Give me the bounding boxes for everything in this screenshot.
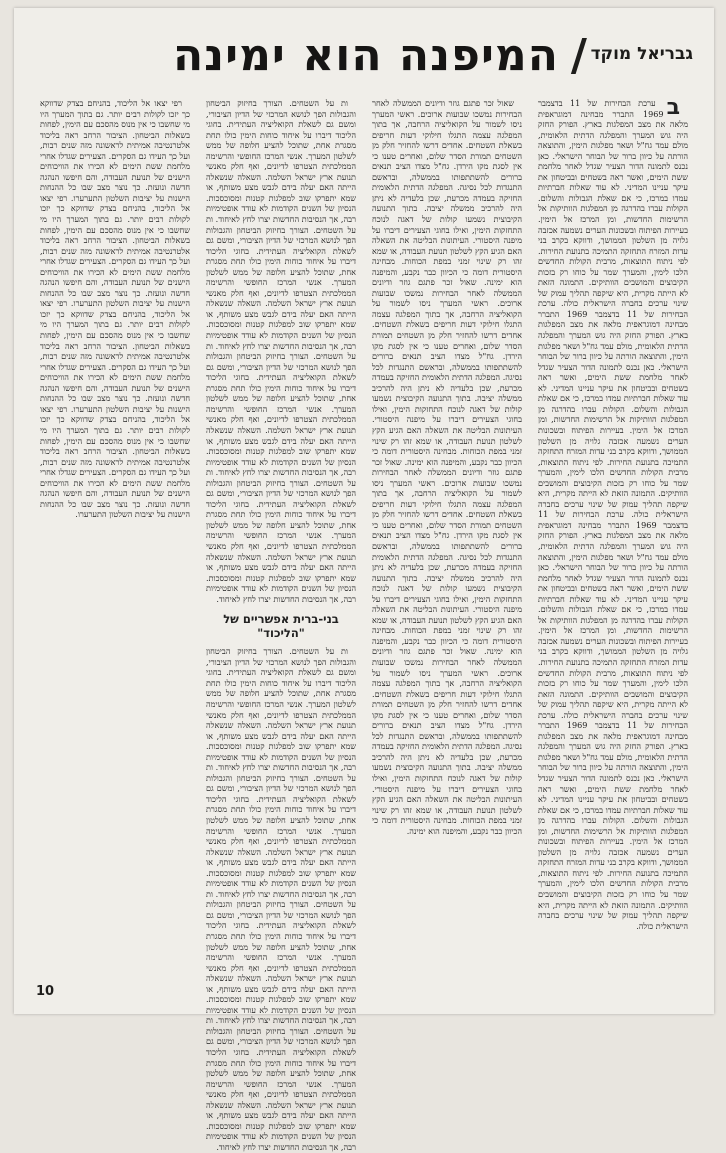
column-2 [372,98,522,976]
column-1-body: ערכת הבחירות של 11 בדצמבר 1969 התברר מבחינה דמוגראפית מלאה את מצב המפלגות בארץ. הפורק החזק היה גוש המערך והמפלגה הדתית הלאומית, מולם עמד גח"ל ושאר מפלגות הימין, והתוצאה הורתה על כיוון ברור של הבוחר הישראלי. כאן נכנס לתמונה הדור הצעיר שגדל לאחר מלחמת ששת הימים, ואשר ראה בשטחים ובביטחון את עיקר עניינו המדיני. לא עוד שאלות חברתיות עמדו במרכז, כי אם שאלת הגבולות והשלום. הקולות עברו בהדרגה מן המפלגות הוותיקות אל הרשימות החדשות, ומן המרכז אל הימין. בעיירות הפיתוח ובשכונות הערים נשמעה אכזבה גלויה מן השלטון הממושך, ודווקא בקרב בני עדות המזרח התחזקה התמיכה בתנועת החירות. לפי ניתוח התוצאות, מרבית הקולות החדשים הלכו לימין, והמערך שמר על כוחו רק בזכות הקיבוצים והמושבים הוותיקים. התמונה הזאת לא הייתה מקרית, היא שיקפה תהליך עמוק של שינוי ערכים בחברה הישראלית כולה. ערכת הבחירות של 11 בדצמבר 1969 התברר מבחינה דמוגראפית מלאה את מצב המפלגות בארץ. הפורק החזק היה גוש המערך והמפלגה הדתית הלאומית, מולם עמד גח"ל ושאר מפלגות הימין, והתוצאה הורתה על כיוון ברור של הבוחר הישראלי. כאן נכנס לתמונה הדור הצעיר שגדל לאחר מלחמת ששת הימים, ואשר ראה בשטחים ובביטחון את עיקר עניינו המדיני. לא עוד שאלות חברתיות עמדו במרכז, כי אם שאלת הגבולות והשלום. הקולות עברו בהדרגה מן המפלגות הוותיקות אל הרשימות החדשות, ומן המרכז אל הימין. בעיירות הפיתוח ובשכונות הערים נשמעה אכזבה גלויה מן השלטון הממושך, ודווקא בקרב בני עדות המזרח התחזקה התמיכה בתנועת החירות. לפי ניתוח התוצאות, מרבית הקולות החדשים הלכו לימין, והמערך שמר על כוחו רק בזכות הקיבוצים והמושבים הוותיקים. התמונה הזאת לא הייתה מקרית, היא שיקפה תהליך עמוק של שינוי ערכים בחברה הישראלית כולה. ערכת הבחירות של 11 בדצמבר 1969 התברר מבחינה דמוגראפית מלאה את מצב המפלגות בארץ. הפורק החזק היה גוש המערך והמפלגה הדתית הלאומית, מולם עמד גח"ל ושאר מפלגות הימין, והתוצאה הורתה על כיוון ברור של הבוחר הישראלי. כאן נכנס לתמונה הדור הצעיר שגדל לאחר מלחמת ששת הימים, ואשר ראה בשטחים ובביטחון את עיקר עניינו המדיני. לא עוד שאלות חברתיות עמדו במרכז, כי אם שאלת הגבולות והשלום. הקולות עברו בהדרגה מן המפלגות הוותיקות אל הרשימות החדשות, ומן המרכז אל הימין. בעיירות הפיתוח ובשכונות הערים נשמעה אכזבה גלויה מן השלטון הממושך, ודווקא בקרב בני עדות המזרח התחזקה התמיכה בתנועת החירות. לפי ניתוח התוצאות, מרבית הקולות החדשים הלכו לימין, והמערך שמר על כוחו רק בזכות הקיבוצים והמושבים הוותיקים. התמונה הזאת לא הייתה מקרית, היא שיקפה תהליך עמוק של שינוי ערכים בחברה הישראלית כולה. ערכת הבחירות של 11 בדצמבר 1969 התברר מבחינה דמוגראפית מלאה את מצב המפלגות בארץ. הפורק החזק היה גוש המערך והמפלגה הדתית הלאומית, מולם עמד גח"ל ושאר מפלגות הימין, והתוצאה הורתה על כיוון ברור של הבוחר הישראלי. כאן נכנס לתמונה הדור הצעיר שגדל לאחר מלחמת ששת הימים, ואשר ראה בשטחים ובביטחון את עיקר עניינו המדיני. לא עוד שאלות חברתיות עמדו במרכז, כי אם שאלת הגבולות והשלום. הקולות עברו בהדרגה מן המפלגות הוותיקות אל הרשימות החדשות, ומן המרכז אל הימין. בעיירות הפיתוח ובשכונות הערים נשמעה אכזבה גלויה מן השלטון הממושך, ודווקא בקרב בני עדות המזרח התחזקה התמיכה בתנועת החירות. לפי ניתוח התוצאות, מרבית הקולות החדשים הלכו לימין, והמערך שמר על כוחו רק בזכות הקיבוצים והמושבים הוותיקים. התמונה הזאת לא הייתה מקרית, היא שיקפה תהליך עמוק של שינוי ערכים בחברה הישראלית כולה. [538,98,689,931]
article-header [32,26,697,90]
column-3-text-top: ות על השטחים. הצורך בחיזוק הביטחון והגבולות הפך לנושא המרכזי של הדיון הציבורי, ומשם גם לשאלת הקואליציה העתידית. בחוגי הליכוד דיברו על איחוד כוחות הימין כולו תחת מסגרת אחת, שתוכל להציע חלופה של ממש לשלטון המערך. אנשי המרכז החופשי והרשימה הממלכתית הצטרפו לדיונים, ואף חלק מאנשי תנועת ארץ ישראל השלמה. השאלה שנשאלה הייתה האם יעלה בידם לגבש מצע משותף, או שמא יתפרקו שוב למפלגות קטנות ומסוכסכות. הנסיון של השנים הקודמות לא עודד אופטימיות רבה, אך הנסיבות החדשות יצרו לחץ לאיחוד. ות על השטחים. הצורך בחיזוק הביטחון והגבולות הפך לנושא המרכזי של הדיון הציבורי, ומשם גם לשאלת הקואליציה העתידית. בחוגי הליכוד דיברו על איחוד כוחות הימין כולו תחת מסגרת אחת, שתוכל להציע חלופה של ממש לשלטון המערך. אנשי המרכז החופשי והרשימה הממלכתית הצטרפו לדיונים, ואף חלק מאנשי תנועת ארץ ישראל השלמה. השאלה שנשאלה הייתה האם יעלה בידם לגבש מצע משותף, או שמא יתפרקו שוב למפלגות קטנות ומסוכסכות. הנסיון של השנים הקודמות לא עודד אופטימיות רבה, אך הנסיבות החדשות יצרו לחץ לאיחוד. ות על השטחים. הצורך בחיזוק הביטחון והגבולות הפך לנושא המרכזי של הדיון הציבורי, ומשם גם לשאלת הקואליציה העתידית. בחוגי הליכוד דיברו על איחוד כוחות הימין כולו תחת מסגרת אחת, שתוכל להציע חלופה של ממש לשלטון המערך. אנשי המרכז החופשי והרשימה הממלכתית הצטרפו לדיונים, ואף חלק מאנשי תנועת ארץ ישראל השלמה. השאלה שנשאלה הייתה האם יעלה בידם לגבש מצע משותף, או שמא יתפרקו שוב למפלגות קטנות ומסוכסכות. הנסיון של השנים הקודמות לא עודד אופטימיות רבה, אך הנסיבות החדשות יצרו לחץ לאיחוד. ות על השטחים. הצורך בחיזוק הביטחון והגבולות הפך לנושא המרכזי של הדיון הציבורי, ומשם גם לשאלת הקואליציה העתידית. בחוגי הליכוד דיברו על איחוד כוחות הימין כולו תחת מסגרת אחת, שתוכל להציע חלופה של ממש לשלטון המערך. אנשי המרכז החופשי והרשימה הממלכתית הצטרפו לדיונים, ואף חלק מאנשי תנועת ארץ ישראל השלמה. השאלה שנשאלה הייתה האם יעלה בידם לגבש מצע משותף, או שמא יתפרקו שוב למפלגות קטנות ומסוכסכות. הנסיון של השנים הקודמות לא עודד אופטימיות רבה, אך הנסיבות החדשות יצרו לחץ לאיחוד. [206,98,356,604]
column-4 [40,98,190,976]
drop-cap: ב [666,95,680,120]
column-4-text: רפי יצאו אל הליכוד, בהניחם בצדק שדווקא כך יזכו לקולות רבים יותר. גם בתוך המערך היו מי שחשבו כי אין מנוס מהסכם עם הימין, לפחות בשאלות הביטחון. הציבור הרחב ראה בליכוד אלטרנטיבה אמיתית לראשונה מזה שנים רבות, ועל כך העידו גם הסקרים. הצעירים שגדלו אחרי מלחמת ששת הימים לא הכירו את הוויכוחים הישנים של תנועת העבודה, והם חיפשו הנהגה חדשה ונועזת. כך נוצר מצב שבו כל ההנחות הישנות על יציבות השלטון התערערו. רפי יצאו אל הליכוד, בהניחם בצדק שדווקא כך יזכו לקולות רבים יותר. גם בתוך המערך היו מי שחשבו כי אין מנוס מהסכם עם הימין, לפחות בשאלות הביטחון. הציבור הרחב ראה בליכוד אלטרנטיבה אמיתית לראשונה מזה שנים רבות, ועל כך העידו גם הסקרים. הצעירים שגדלו אחרי מלחמת ששת הימים לא הכירו את הוויכוחים הישנים של תנועת העבודה, והם חיפשו הנהגה חדשה ונועזת. כך נוצר מצב שבו כל ההנחות הישנות על יציבות השלטון התערערו. רפי יצאו אל הליכוד, בהניחם בצדק שדווקא כך יזכו לקולות רבים יותר. גם בתוך המערך היו מי שחשבו כי אין מנוס מהסכם עם הימין, לפחות בשאלות הביטחון. הציבור הרחב ראה בליכוד אלטרנטיבה אמיתית לראשונה מזה שנים רבות, ועל כך העידו גם הסקרים. הצעירים שגדלו אחרי מלחמת ששת הימים לא הכירו את הוויכוחים הישנים של תנועת העבודה, והם חיפשו הנהגה חדשה ונועזת. כך נוצר מצב שבו כל ההנחות הישנות על יציבות השלטון התערערו. רפי יצאו אל הליכוד, בהניחם בצדק שדווקא כך יזכו לקולות רבים יותר. גם בתוך המערך היו מי שחשבו כי אין מנוס מהסכם עם הימין, לפחות בשאלות הביטחון. הציבור הרחב ראה בליכוד אלטרנטיבה אמיתית לראשונה מזה שנים רבות, ועל כך העידו גם הסקרים. הצעירים שגדלו אחרי מלחמת ששת הימים לא הכירו את הוויכוחים הישנים של תנועת העבודה, והם חיפשו הנהגה חדשה ונועזת. כך נוצר מצב שבו כל ההנחות הישנות על יציבות השלטון התערערו. [40,98,190,520]
byline: גבריאל מוקד [590,44,693,64]
newspaper-page [14,8,714,1152]
column-2-text: שאול זכר פתגם גוזר ודיונים הממשלה לאחר הבחירות נמשכו שבועות ארוכים. ראשי המערך ניסו לשמור על הקואליציה הרחבה, אך בתוך המפלגה עצמה התגלו חילוקי דעות חריפים בשאלת השטחים. אחדים דרשו להחזיר חלק מן השטחים תמורת הסדר שלום, ואחרים טענו כי אין לסגת מקו הירדן. גח"ל מצדו הציב תנאים ברורים להשתתפותו בממשלה, ובראשם התנגדות לכל נסיגה. המפלגה הדתית הלאומית החזיקה בעמדה מכרעת, שכן בלעדיה לא ניתן היה להרכיב ממשלה יציבה. בתוך התנועה הקיבוצית נשמעו קולות של דאגה לנוכח התחזקות הימין, ואילו בחוגי הצעירים דיברו על מיפנה היסטורי. העיתונות הבליטה את השאלה האם הגיע הקץ לשלטון תנועת העבודה, או שמא זהו רק שינוי זמני במפת הכוחות. מבחינה היסטורית דומה כי הכיוון כבר נקבע, והמיפנה הוא ימינה. שאול זכר פתגם גוזר ודיונים הממשלה לאחר הבחירות נמשכו שבועות ארוכים. ראשי המערך ניסו לשמור על הקואליציה הרחבה, אך בתוך המפלגה עצמה התגלו חילוקי דעות חריפים בשאלת השטחים. אחדים דרשו להחזיר חלק מן השטחים תמורת הסדר שלום, ואחרים טענו כי אין לסגת מקו הירדן. גח"ל מצדו הציב תנאים ברורים להשתתפותו בממשלה, ובראשם התנגדות לכל נסיגה. המפלגה הדתית הלאומית החזיקה בעמדה מכרעת, שכן בלעדיה לא ניתן היה להרכיב ממשלה יציבה. בתוך התנועה הקיבוצית נשמעו קולות של דאגה לנוכח התחזקות הימין, ואילו בחוגי הצעירים דיברו על מיפנה היסטורי. העיתונות הבליטה את השאלה האם הגיע הקץ לשלטון תנועת העבודה, או שמא זהו רק שינוי זמני במפת הכוחות. מבחינה היסטורית דומה כי הכיוון כבר נקבע, והמיפנה הוא ימינה. שאול זכר פתגם גוזר ודיונים הממשלה לאחר הבחירות נמשכו שבועות ארוכים. ראשי המערך ניסו לשמור על הקואליציה הרחבה, אך בתוך המפלגה עצמה התגלו חילוקי דעות חריפים בשאלת השטחים. אחדים דרשו להחזיר חלק מן השטחים תמורת הסדר שלום, ואחרים טענו כי אין לסגת מקו הירדן. גח"ל מצדו הציב תנאים ברורים להשתתפותו בממשלה, ובראשם התנגדות לכל נסיגה. המפלגה הדתית הלאומית החזיקה בעמדה מכרעת, שכן בלעדיה לא ניתן היה להרכיב ממשלה יציבה. בתוך התנועה הקיבוצית נשמעו קולות של דאגה לנוכח התחזקות הימין, ואילו בחוגי הצעירים דיברו על מיפנה היסטורי. העיתונות הבליטה את השאלה האם הגיע הקץ לשלטון תנועת העבודה, או שמא זהו רק שינוי זמני במפת הכוחות. מבחינה היסטורית דומה כי הכיוון כבר נקבע, והמיפנה הוא ימינה. שאול זכר פתגם גוזר ודיונים הממשלה לאחר הבחירות נמשכו שבועות ארוכים. ראשי המערך ניסו לשמור על הקואליציה הרחבה, אך בתוך המפלגה עצמה התגלו חילוקי דעות חריפים בשאלת השטחים. אחדים דרשו להחזיר חלק מן השטחים תמורת הסדר שלום, ואחרים טענו כי אין לסגת מקו הירדן. גח"ל מצדו הציב תנאים ברורים להשתתפותו בממשלה, ובראשם התנגדות לכל נסיגה. המפלגה הדתית הלאומית החזיקה בעמדה מכרעת, שכן בלעדיה לא ניתן היה להרכיב ממשלה יציבה. בתוך התנועה הקיבוצית נשמעו קולות של דאגה לנוכח התחזקות הימין, ואילו בחוגי הצעירים דיברו על מיפנה היסטורי. העיתונות הבליטה את השאלה האם הגיע הקץ לשלטון תנועת העבודה, או שמא זהו רק שינוי זמני במפת הכוחות. מבחינה היסטורית דומה כי הכיוון כבר נקבע, והמיפנה הוא ימינה. [372,98,522,836]
subheading [206,612,356,640]
column-1 [538,95,689,976]
column-3 [206,98,356,1152]
headline: המיפנה הוא ימינה [172,30,559,81]
subheading-line-1: בני-ברית אפשריים של [223,612,339,627]
subheading-line-2: "הליכוד" [257,626,305,641]
page-number: 10 [36,984,55,999]
column-3-text-bottom: ות על השטחים. הצורך בחיזוק הביטחון והגבולות הפך לנושא המרכזי של הדיון הציבורי, ומשם גם לשאלת הקואליציה העתידית. בחוגי הליכוד דיברו על איחוד כוחות הימין כולו תחת מסגרת אחת, שתוכל להציע חלופה של ממש לשלטון המערך. אנשי המרכז החופשי והרשימה הממלכתית הצטרפו לדיונים, ואף חלק מאנשי תנועת ארץ ישראל השלמה. השאלה שנשאלה הייתה האם יעלה בידם לגבש מצע משותף, או שמא יתפרקו שוב למפלגות קטנות ומסוכסכות. הנסיון של השנים הקודמות לא עודד אופטימיות רבה, אך הנסיבות החדשות יצרו לחץ לאיחוד. ות על השטחים. הצורך בחיזוק הביטחון והגבולות הפך לנושא המרכזי של הדיון הציבורי, ומשם גם לשאלת הקואליציה העתידית. בחוגי הליכוד דיברו על איחוד כוחות הימין כולו תחת מסגרת אחת, שתוכל להציע חלופה של ממש לשלטון המערך. אנשי המרכז החופשי והרשימה הממלכתית הצטרפו לדיונים, ואף חלק מאנשי תנועת ארץ ישראל השלמה. השאלה שנשאלה הייתה האם יעלה בידם לגבש מצע משותף, או שמא יתפרקו שוב למפלגות קטנות ומסוכסכות. הנסיון של השנים הקודמות לא עודד אופטימיות רבה, אך הנסיבות החדשות יצרו לחץ לאיחוד. ות על השטחים. הצורך בחיזוק הביטחון והגבולות הפך לנושא המרכזי של הדיון הציבורי, ומשם גם לשאלת הקואליציה העתידית. בחוגי הליכוד דיברו על איחוד כוחות הימין כולו תחת מסגרת אחת, שתוכל להציע חלופה של ממש לשלטון המערך. אנשי המרכז החופשי והרשימה הממלכתית הצטרפו לדיונים, ואף חלק מאנשי תנועת ארץ ישראל השלמה. השאלה שנשאלה הייתה האם יעלה בידם לגבש מצע משותף, או שמא יתפרקו שוב למפלגות קטנות ומסוכסכות. הנסיון של השנים הקודמות לא עודד אופטימיות רבה, אך הנסיבות החדשות יצרו לחץ לאיחוד. ות על השטחים. הצורך בחיזוק הביטחון והגבולות הפך לנושא המרכזי של הדיון הציבורי, ומשם גם לשאלת הקואליציה העתידית. בחוגי הליכוד דיברו על איחוד כוחות הימין כולו תחת מסגרת אחת, שתוכל להציע חלופה של ממש לשלטון המערך. אנשי המרכז החופשי והרשימה הממלכתית הצטרפו לדיונים, ואף חלק מאנשי תנועת ארץ ישראל השלמה. השאלה שנשאלה הייתה האם יעלה בידם לגבש מצע משותף, או שמא יתפרקו שוב למפלגות קטנות ומסוכסכות. הנסיון של השנים הקודמות לא עודד אופטימיות רבה, אך הנסיבות החדשות יצרו לחץ לאיחוד. [206,646,356,1152]
headline-separator: / [570,30,587,81]
column-1-text [538,95,689,931]
